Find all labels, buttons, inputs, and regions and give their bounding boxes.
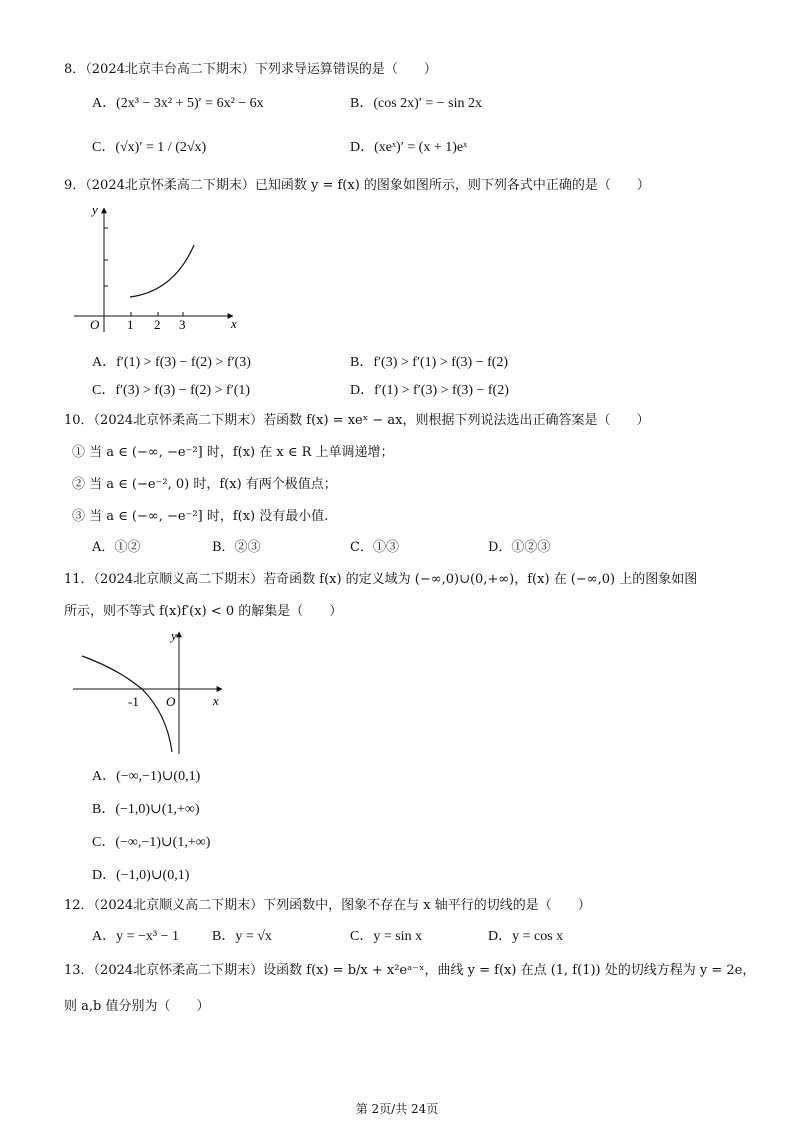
x-tick-2: 2	[154, 317, 161, 332]
q11-graph	[70, 626, 230, 758]
x-axis-label: x	[231, 316, 237, 331]
q13-stem-line2: 则 a,b 值分别为（ ）	[64, 999, 210, 1014]
q9-option-a: A．f′(1) > f(3) − f(2) > f′(3)	[92, 355, 251, 370]
q10-option-a: A．①②	[92, 540, 141, 555]
q9-option-d: D．f′(1) > f′(3) > f(3) − f(2)	[350, 383, 509, 398]
x-axis-label: x	[213, 693, 219, 708]
q10-statement-1: ① 当 a ∈ (−∞, −e⁻²] 时，f(x) 在 x ∈ R 上单调递增；	[72, 445, 394, 460]
origin-label: O	[90, 317, 100, 332]
x-tick-1: 1	[127, 317, 134, 332]
q10-option-b: B．②③	[212, 540, 261, 555]
q10-option-c: C．①③	[350, 540, 399, 555]
x-tick-3: 3	[179, 317, 186, 332]
page-footer: 第 2页/共 24页	[355, 1102, 439, 1116]
origin-label: O	[166, 694, 176, 709]
function-curve	[130, 245, 194, 297]
q12-option-b: B．y = √x	[212, 929, 272, 944]
q11-stem-line1: 11．（2024北京顺义高二下期末）若奇函数 f(x) 的定义域为 (−∞,0)∪(0,+∞)，f(x) 在 (−∞,0) 上的图象如图	[64, 572, 698, 587]
function-curve	[82, 656, 172, 752]
q10-statement-2: ② 当 a ∈ (−e⁻², 0) 时，f(x) 有两个极值点；	[72, 477, 337, 492]
q12-option-c: C．y = sin x	[350, 929, 423, 944]
q10-statement-3: ③ 当 a ∈ (−∞, −e⁻²] 时，f(x) 没有最小值.	[72, 509, 329, 524]
q12-stem: 12．（2024北京顺义高二下期末）下列函数中，图象不存在与 x 轴平行的切线的是（ ）	[64, 898, 591, 913]
y-axis-label: y	[92, 202, 98, 217]
q11-option-a: A．(−∞,−1)∪(0,1)	[92, 769, 201, 784]
q8-option-c: C．(√x)′ = 1 / (2√x)	[92, 140, 207, 155]
q10-option-d: D．①②③	[488, 540, 551, 555]
q13-stem-line1: 13．（2024北京怀柔高二下期末）设函数 f(x) = b/x + x²eᵃ⁻ˣ，曲线 y = f(x) 在点 (1, f(1)) 处的切线方程为 y = 2e，	[64, 963, 756, 978]
q10-stem: 10．（2024北京怀柔高二下期末）若函数 f(x) = xeˣ − ax，则根据下列说法选出正确答案是（ ）	[64, 413, 650, 428]
q9-option-c: C．f′(3) > f(3) − f(2) > f′(1)	[92, 383, 251, 398]
q11-option-c: C．(−∞,−1)∪(1,+∞)	[92, 835, 211, 850]
q9-graph	[68, 200, 248, 340]
q8-stem: 8．（2024北京丰台高二下期末）下列求导运算错误的是（ ）	[64, 62, 437, 77]
q8-option-b: B．(cos 2x)′ = − sin 2x	[350, 96, 483, 111]
x-tick-minus-1: -1	[128, 694, 139, 709]
q9-stem: 9．（2024北京怀柔高二下期末）已知函数 y = f(x) 的图象如图所示，则下列各式中正确的是（ ）	[64, 178, 650, 193]
q11-option-d: D．(−1,0)∪(0,1)	[92, 868, 190, 883]
q11-option-b: B．(−1,0)∪(1,+∞)	[92, 802, 200, 817]
q12-option-d: D．y = cos x	[488, 929, 564, 944]
q9-option-b: B．f′(3) > f′(1) > f(3) − f(2)	[350, 355, 509, 370]
y-axis-label: y	[171, 628, 177, 643]
q8-option-a: A．(2x³ − 3x² + 5)′ = 6x² − 6x	[92, 96, 264, 111]
q12-option-a: A．y = −x³ − 1	[92, 929, 179, 944]
q11-stem-line2: 所示，则不等式 f(x)f′(x) < 0 的解集是（ ）	[64, 604, 343, 619]
q8-option-d: D．(xeˣ)′ = (x + 1)eˣ	[350, 140, 468, 155]
